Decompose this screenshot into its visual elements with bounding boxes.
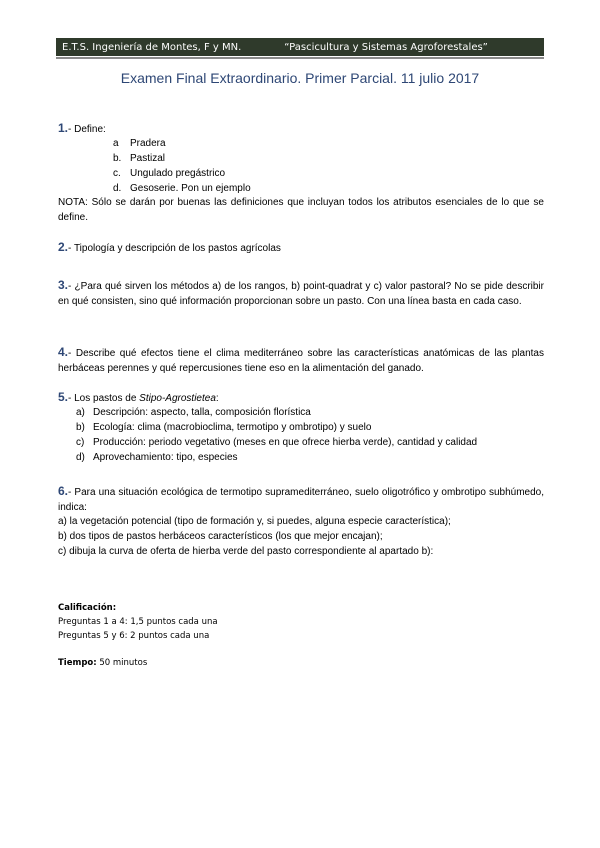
question-6-part-b: b) dos tipos de pastos herbáceos característicos (los que mejor encajan); xyxy=(58,531,383,542)
list-text: Descripción: aspecto, talla, composición florística xyxy=(93,407,311,418)
time-block xyxy=(58,656,544,670)
list-text: Ecología: clima (macrobioclima, termotipo y ombrotipo) y suelo xyxy=(93,422,372,433)
question-3-text: - ¿Para qué sirven los métodos a) de los rangos, b) point-quadrat y c) valor pastoral? No se pide describir en qué consisten, sino qué información proporcionan sobre un pasto. Con una línea basta en cada caso. xyxy=(58,281,544,307)
question-6-text: - Para una situación ecológica de termotipo supramediterráneo, suelo oligotrófico y ombrotipo subhúmedo, indica: xyxy=(58,487,544,513)
list-marker: d. xyxy=(113,183,122,194)
question-6-part-c: c) dibuja la curva de oferta de hierba verde del pasto correspondiente al apartado b): xyxy=(58,546,434,557)
question-5-suffix: : xyxy=(215,393,219,404)
question-6-parts xyxy=(58,514,544,559)
list-marker: c) xyxy=(76,437,85,448)
header-band xyxy=(56,38,544,56)
header-rule xyxy=(56,57,544,59)
question-2 xyxy=(58,240,544,256)
list-marker: a) xyxy=(76,407,85,418)
question-1-note: NOTA: Sólo se darán por buenas las definiciones que incluyan todos los atributos esenciales de lo que se define. xyxy=(58,197,544,223)
question-4 xyxy=(58,345,544,376)
question-2-number: 2. xyxy=(58,240,69,254)
question-1 xyxy=(58,121,544,137)
question-1-prompt: - Define: xyxy=(68,124,106,135)
list-item xyxy=(113,136,413,151)
list-item xyxy=(76,435,544,450)
question-4-number: 4. xyxy=(58,345,69,359)
list-item xyxy=(113,181,413,196)
header-course: “Pascicultura y Sistemas Agroforestales” xyxy=(284,41,488,53)
question-4-text: - Describe qué efectos tiene el clima mediterráneo sobre las características anatómicas de las plantas herbáceas perennes y qué repercusiones tiene eso en la alimentación del ganado. xyxy=(58,348,544,374)
list-item xyxy=(76,450,544,465)
question-1-list xyxy=(113,136,413,196)
question-6-number: 6. xyxy=(58,484,69,498)
question-5-taxon: Stipo-Agrostietea xyxy=(139,393,216,404)
question-3 xyxy=(58,278,544,309)
list-text: Aprovechamiento: tipo, especies xyxy=(93,452,238,463)
grading-label: Calificación: xyxy=(58,603,117,613)
list-text: Pastizal xyxy=(130,153,166,164)
question-5-number: 5. xyxy=(58,390,69,404)
page-header xyxy=(56,38,544,59)
list-item xyxy=(113,166,413,181)
exam-title: Examen Final Extraordinario. Primer Parcial. 11 julio 2017 xyxy=(120,70,480,86)
question-5-prefix: - Los pastos de xyxy=(68,393,140,404)
grading-line-2: Preguntas 5 y 6: 2 puntos cada una xyxy=(58,631,210,641)
time-label: Tiempo: xyxy=(58,658,97,668)
header-institution: E.T.S. Ingeniería de Montes, F y MN. xyxy=(62,41,242,53)
list-marker: d) xyxy=(76,452,85,463)
question-5-list xyxy=(76,405,544,465)
list-text: Ungulado pregástrico xyxy=(130,168,226,179)
list-marker: b. xyxy=(113,153,122,164)
question-6-part-a: a) la vegetación potencial (tipo de formación y, si puedes, alguna especie característica); xyxy=(58,516,451,527)
question-6 xyxy=(58,484,544,515)
question-2-text: - Tipología y descripción de los pastos agrícolas xyxy=(68,243,281,254)
list-marker: a xyxy=(113,138,119,149)
list-item xyxy=(76,420,544,435)
list-text: Producción: periodo vegetativo (meses en que ofrece hierba verde), cantidad y calidad xyxy=(93,437,478,448)
grading-block xyxy=(58,601,544,643)
question-1-number: 1. xyxy=(58,121,69,135)
list-item xyxy=(113,151,413,166)
list-text: Gesoserie. Pon un ejemplo xyxy=(130,183,251,194)
time-value: 50 minutos xyxy=(96,658,148,668)
grading-line-1: Preguntas 1 a 4: 1,5 puntos cada una xyxy=(58,617,218,627)
list-item xyxy=(76,405,544,420)
list-marker: c. xyxy=(113,168,121,179)
question-5 xyxy=(58,390,544,406)
question-3-number: 3. xyxy=(58,278,69,292)
list-marker: b) xyxy=(76,422,85,433)
list-text: Pradera xyxy=(130,138,166,149)
